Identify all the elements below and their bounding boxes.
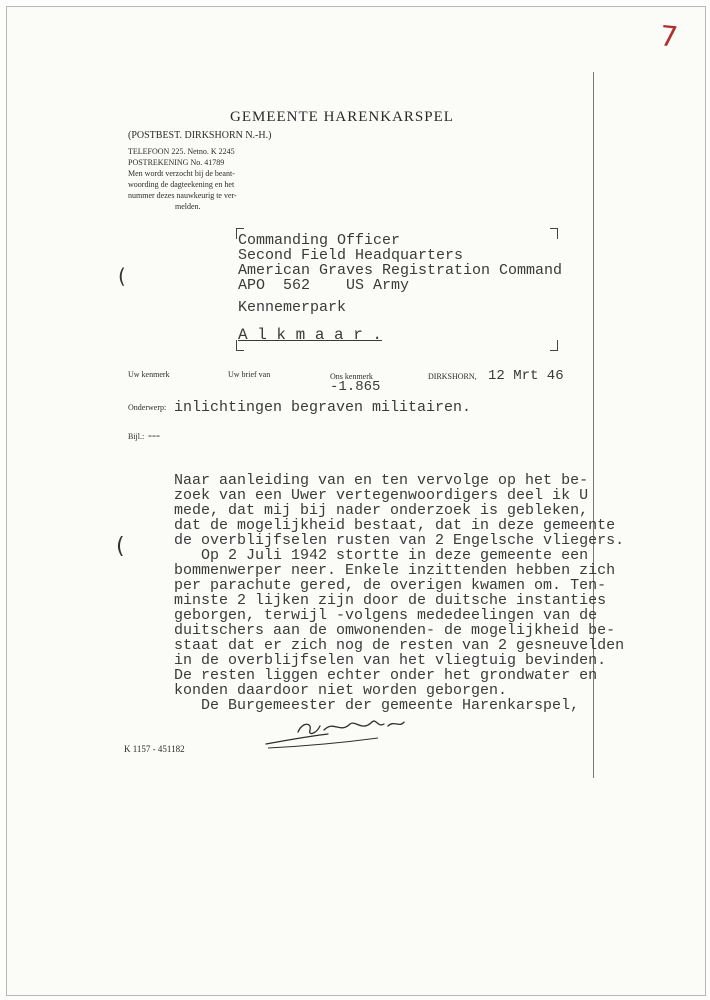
body-line-6: Op 2 Juli 1942 stortte in deze gemeente een	[174, 547, 589, 564]
punch-mark-icon: (	[118, 264, 126, 288]
letterhead-notice-4: melden.	[175, 202, 201, 211]
address-line-4: APO 562 US Army	[238, 277, 410, 294]
letterhead-telefoon: TELEFOON 225. Netno. K 2245	[128, 147, 235, 156]
body-line-15: konden daardoor niet worden geborgen.	[174, 682, 508, 699]
body-line-1: Naar aanleiding van en ten vervolge op het be-	[174, 472, 589, 489]
body-line-9: minste 2 lijken zijn door de duitsche instanties	[174, 592, 607, 609]
page-number-mark: 7	[658, 19, 680, 54]
uw-kenmerk-label: Uw kenmerk	[128, 370, 170, 379]
onderwerp-label: Onderwerp:	[128, 403, 167, 412]
address-bracket-top-right	[550, 228, 558, 239]
address-city: A l k m a a r .	[238, 326, 383, 344]
body-line-2: zoek van een Uwer vertegenwoordigers deel ik U	[174, 487, 589, 504]
address-line-3: American Graves Registration Command	[238, 262, 563, 279]
letterhead-postbus: (POSTBEST. DIRKSHORN N.-H.)	[128, 130, 272, 141]
body-line-14: De resten liggen echter onder het grondwater en	[174, 667, 598, 684]
address-place: Kennemerpark	[238, 299, 347, 316]
place-label: DIRKSHORN,	[428, 372, 477, 381]
letterhead-title: GEMEENTE HARENKARSPEL	[230, 109, 454, 125]
body-line-8: per parachute gered, de overigen kwamen om. Ten-	[174, 577, 607, 594]
signature	[258, 712, 428, 754]
letterhead-notice-1: Men wordt verzocht bij de beant-	[128, 169, 235, 178]
body-line-16: De Burgemeester der gemeente Harenkarspel,	[174, 697, 580, 714]
date-value: 12 Mrt 46	[488, 368, 564, 384]
body-line-7: bommenwerper neer. Enkele inzittenden hebben zich	[174, 562, 616, 579]
punch-mark-icon: (	[116, 534, 125, 559]
address-bracket-bottom-right	[550, 340, 558, 351]
body-line-12: staat dat er zich nog de resten van 2 gesneuvelden	[174, 637, 625, 654]
address-line-2: Second Field Headquarters	[238, 247, 464, 264]
ons-kenmerk-label: Ons kenmerk	[330, 372, 373, 381]
address-line-1: Commanding Officer	[238, 232, 401, 249]
bijlage-value: ---	[148, 428, 160, 442]
bijlage-label: Bijl.:	[128, 432, 145, 441]
uw-brief-label: Uw brief van	[228, 370, 271, 379]
body-line-13: in de overblijfselen van het vliegtuig bevinden.	[174, 652, 607, 669]
letterhead-notice-2: woording de dagteekening en het	[128, 180, 235, 189]
body-line-11: duitschers aan de omwonenden- de mogelijkheid be-	[174, 622, 616, 639]
body-line-5: de overblijfselen rusten van 2 Engelsche vliegers.	[174, 532, 625, 549]
onderwerp-value: inlichtingen begraven militairen.	[174, 399, 472, 416]
form-number: K 1157 - 451182	[124, 744, 185, 754]
letterhead-notice-3: nummer dezes nauwkeurig te ver-	[128, 191, 237, 200]
body-line-10: geborgen, terwijl -volgens mededeelingen van de	[174, 607, 598, 624]
letterhead-postrekening: POSTREKENING No. 41789	[128, 158, 225, 167]
body-line-3: mede, dat mij bij nader onderzoek is gebleken,	[174, 502, 589, 519]
body-line-4: dat de mogelijkheid bestaat, dat in deze gemeente	[174, 517, 616, 534]
ons-kenmerk-value: -1.865	[330, 379, 381, 395]
